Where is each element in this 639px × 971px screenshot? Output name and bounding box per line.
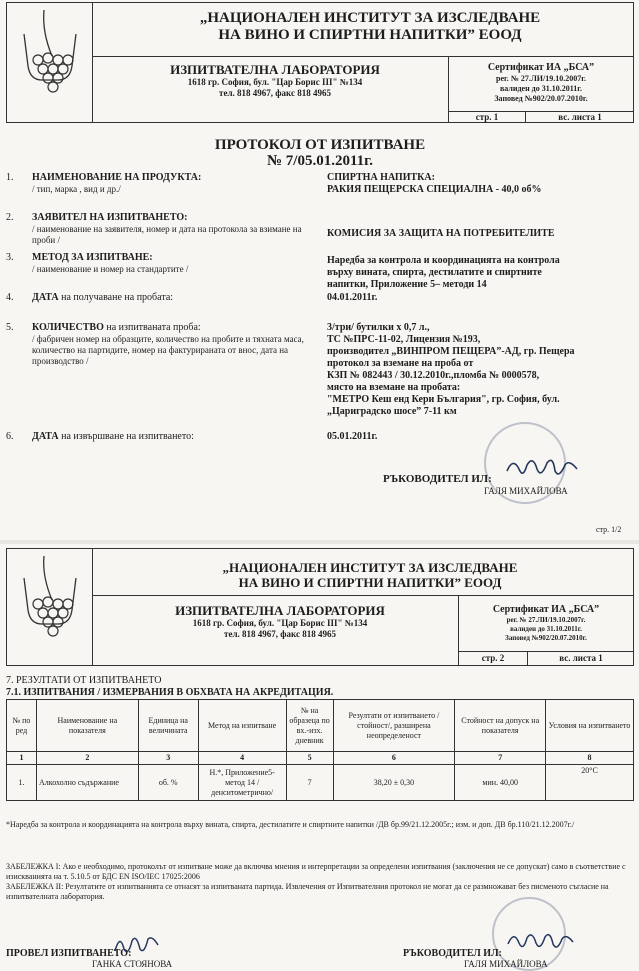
item-product-label: НАИМЕНОВАНИЕ НА ПРОДУКТА:	[32, 172, 202, 183]
table-row: 1. Алкохолно съдържание об. % Н.*, Приложение5- метод 14 /денситометрично/ 7 38,20 ± 0,30 мин. 40,00 20°С	[7, 765, 634, 801]
results-title: 7. РЕЗУЛТАТИ ОТ ИЗПИТВАНЕТО	[6, 675, 162, 686]
item-test-date-value: 05.01.2011г.	[327, 431, 378, 442]
page-1: „НАЦИОНАЛЕН ИНСТИТУТ ЗА ИЗСЛЕДВАНЕ НА ВИНО И СПИРТНИ НАПИТКИ” ЕООД ИЗПИТВАТЕЛНА ЛАБОРАТОРИЯ 1618 гр. София, бул. "Цар Борис III" №134 тел. 818 4967, факс 818 4965 Сертификат ИА „БСА” рег. № 27.ЛИ/19.10.2007г. валиден до 31.10.2011г. Заповед №902/20.07.2010г. стр. 1 вс. листа 1 ПРОТОКОЛ ОТ ИЗПИТВАНЕ № 7/05.01.2011г. 1. НАИМЕНОВАНИЕ НА ПРОДУКТА: / тип, марка , вид и др./ СПИРТНА НАПИТКА: РАКИЯ ПЕЩЕРСКА СПЕЦИАЛНА - 40,0 об% 2. ЗАЯВИТЕЛ НА ИЗПИТВАНЕТО: / наименование на заявителя, номер и дата на протокола за взимане на проби / КОМИСИЯ ЗА ЗАЩИТА НА ПОТРЕБИТЕЛИТЕ 3. МЕТОД ЗА ИЗПИТВАНЕ: / наименование и номер на стандартите / Наредба за контрола и координацията на контрола върху вината, спирта, дестилатите и спиртните напитки, Приложение 5– методи 14 4. ДАТА на получаване на пробата: 04.01.2011г. 5. КОЛИЧЕСТВО на изпитваната проба: / фабричен номер на образците, количество на пробите и тяхната маса, количество на партидите, номер на фактурираната от внос, дата на производство / 3/три/ бутилки х 0,7 л., ТС №ПРС-11-02, Лицензия №193, производител „ВИНПРОМ ПЕЩЕРА”-АД, гр. Пещера протокол за вземане на проба от КЗП № 082443 / 30.12.2010г.,пломба № 0000578, място на вземане на пробата: "МЕТРО Кеш енд Кери България", гр. София, бул. „Цариградско шосе” 7-11 км 6. ДАТА на извършване на изпитването: 05.01.2011г. РЪКОВОДИТЕЛ ИЛ: ГАЛЯ МИХАЙЛОВА стр. 1/2	[0, 0, 639, 540]
note-1: ЗАБЕЛЕЖКА I: Ако е необходимо, протоколът от изпитване може да включва мнения и интерпретации за определени изпитвания (заключения не се допускат) само в съответствие с изискванията на т. 5.10.5 от БДС EN ISO/IEC 17025:2006	[6, 862, 626, 881]
footnote: *Наредба за контрола и координацията на контрола върху вината, спирта, дестилатите и спиртните напитки /ДВ бр.99/21.12.2005г.; изм. и доп. ДВ бр.110/21.12.2007г./	[6, 820, 575, 829]
lab-address: 1618 гр. София, бул. "Цар Борис III" №134	[187, 77, 363, 87]
total-pages-2: вс. листа 1	[559, 653, 603, 663]
item-requester-value: КОМИСИЯ ЗА ЗАЩИТА НА ПОТРЕБИТЕЛИТЕ	[327, 228, 555, 239]
tester-name: ГАНКА СТОЯНОВА	[92, 959, 173, 969]
total-pages: вс. листа 1	[558, 112, 602, 122]
page-footer: стр. 1/2	[596, 525, 622, 534]
header-cell: № на образеца по вх.-изх. дневник	[286, 700, 333, 752]
header-cell: Условия на изпитването	[546, 700, 634, 752]
item-receipt-date-label: ДАТА на получаване на пробата:	[32, 292, 174, 303]
manager-name-2: ГАЛЯ МИХАЙЛОВА	[464, 959, 548, 969]
header-cell: Единица на величината	[138, 700, 198, 752]
page-number-2: стр. 2	[481, 653, 505, 663]
header-cell: Наименование на показателя	[36, 700, 138, 752]
certificate-info-2: Сертификат ИА „БСА” рег. № 27.ЛИ/19.10.2007г. валиден до 31.10.2011г. Заповед №902/20.07.2010г.	[492, 604, 600, 642]
header-cell: Резултати от изпитването /стойност/, разширена неопределеност	[333, 700, 455, 752]
tester-label: ПРОВЕЛ ИЗПИТВАНЕТО:	[6, 948, 132, 959]
results-table	[6, 699, 634, 801]
tester-signature	[112, 931, 162, 962]
header-cell: Стойност на допуск на показателя	[455, 700, 546, 752]
lab-name: ИЗПИТВАТЕЛНА ЛАБОРАТОРИЯ	[170, 62, 380, 77]
item-product-value: СПИРТНА НАПИТКА: РАКИЯ ПЕЩЕРСКА СПЕЦИАЛНА - 40,0 об%	[327, 172, 542, 195]
manager-label: РЪКОВОДИТЕЛ ИЛ:	[383, 473, 492, 485]
protocol-number: № 7/05.01.2011г.	[266, 153, 374, 169]
note-2: ЗАБЕЛЕЖКА II: Резултатите от изпитванията се отнасят за изпитваната партида. Извлечения от Изпитвателния протокол не могат да се размножават без писменото съгласие на изпитвателната лаборатория.	[6, 882, 609, 901]
manager-name: ГАЛЯ МИХАЙЛОВА	[484, 486, 568, 496]
item-quantity-value: 3/три/ бутилки х 0,7 л., ТС №ПРС-11-02, Лицензия №193, производител „ВИНПРОМ ПЕЩЕРА”-АД, гр. Пещера протокол за вземане на проба от КЗП № 082443 / 30.12.2010г.,пломба № 0000578, място на вземане на пробата: "МЕТРО Кеш енд Кери България", гр. София, бул. „Цариградско шосе” 7-11 км	[327, 322, 575, 417]
item-method-value: Наредба за контрола и координацията на контрола върху вината, спирта, дестилатите и спиртните напитки, Приложение 5– методи 14	[327, 255, 560, 290]
table-column-numbers: 1 2 3 4 5 6 7 8	[7, 752, 634, 765]
page-number: стр. 1	[475, 112, 499, 122]
protocol-title: ПРОТОКОЛ ОТ ИЗПИТВАНЕ	[214, 137, 426, 153]
item-receipt-date-value: 04.01.2011г.	[327, 292, 378, 303]
grape-logo-2	[14, 550, 86, 662]
lab-info-2: ИЗПИТВАТЕЛНА ЛАБОРАТОРИЯ 1618 гр. София, бул. "Цар Борис III" №134 тел. 818 4967, факс 818 4965	[175, 603, 385, 639]
item-requester-label: ЗАЯВИТЕЛ НА ИЗПИТВАНЕТО:	[32, 212, 188, 223]
item-method-label: МЕТОД ЗА ИЗПИТВАНЕ:	[32, 252, 153, 263]
header-cell: Метод на изпитване	[198, 700, 286, 752]
item-test-date-label: ДАТА на извършване на изпитването:	[32, 431, 194, 442]
header-cell: № по ред	[7, 700, 37, 752]
certificate-info: Сертификат ИА „БСА” рег. № 27.ЛИ/19.10.2007г. валиден до 31.10.2011г. Заповед №902/20.07.2010г.	[487, 62, 595, 103]
table-header-row	[7, 700, 634, 752]
manager-signature-2	[504, 928, 576, 959]
institute-name: „НАЦИОНАЛЕН ИНСТИТУТ ЗА ИЗСЛЕДВАНЕ НА ВИНО И СПИРТНИ НАПИТКИ” ЕООД	[199, 10, 541, 43]
institute-name-2: „НАЦИОНАЛЕН ИНСТИТУТ ЗА ИЗСЛЕДВАНЕ НА ВИНО И СПИРТНИ НАПИТКИ” ЕООД	[222, 560, 518, 590]
lab-phone: тел. 818 4967, факс 818 4965	[219, 88, 331, 98]
item-quantity-label: КОЛИЧЕСТВО на изпитваната проба:	[32, 322, 201, 333]
manager-label-2: РЪКОВОДИТЕЛ ИЛ:	[403, 948, 502, 959]
results-subtitle: 7.1. ИЗПИТВАНИЯ / ИЗМЕРВАНИЯ В ОБХВАТА НА АКРЕДИТАЦИЯ.	[6, 687, 334, 698]
